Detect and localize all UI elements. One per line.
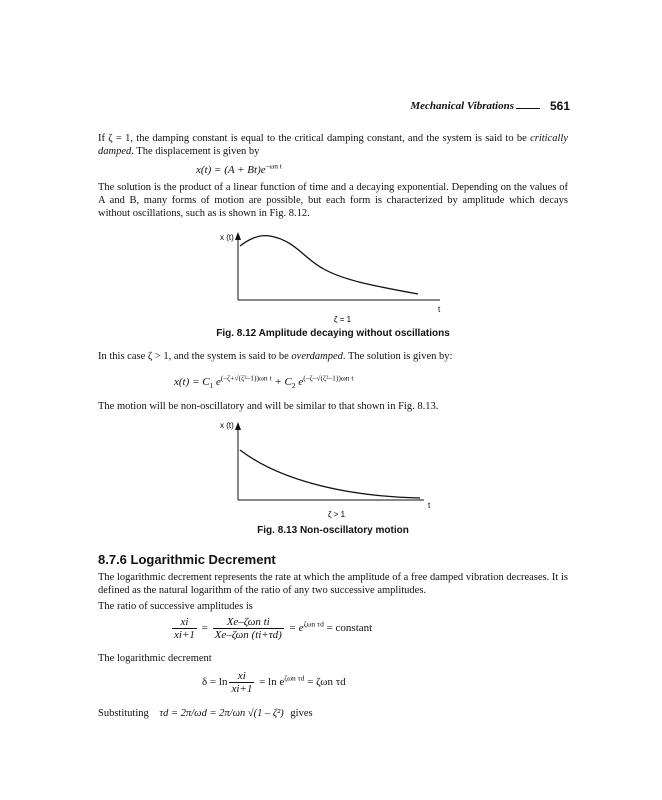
section-heading: 8.7.6 Logarithmic Decrement: [98, 552, 276, 567]
caption-fig-8-12: Fig. 8.12 Amplitude decaying without oscillations: [216, 328, 450, 339]
paragraph-log-decrement-label: The logarithmic decrement: [98, 653, 212, 664]
figure-8-12: [214, 228, 454, 323]
x-axis-label: t: [438, 305, 441, 314]
header-title: Mechanical Vibrations: [410, 100, 514, 112]
amplitude-curve: [240, 236, 418, 294]
caption-fig-8-13: Fig. 8.13 Non-oscillatory motion: [257, 525, 409, 536]
paragraph-critically-damped: If ζ = 1, the damping constant is equal to the critical damping constant, and the system is said to be critically damped. The displacement is given by: [98, 133, 568, 157]
figure-8-13: [214, 418, 454, 520]
y-axis-arrow: [235, 422, 241, 430]
zeta-label: ζ = 1: [334, 315, 352, 323]
equation-log-decrement: δ = ln $\frac{xi}{xi+1}$ = $\ln e^{\zeta\omega n \tau d} = \zeta\omega n$ τd: [202, 670, 346, 695]
paragraph-solution: The solution is the product of a linear function of time and a decaying exponential. Depending on the values of A and B, many forms of motion are possible, but each form is characterized by amplitude which decays without oscillations, such as is shown in Fig. 8.12.: [98, 182, 568, 219]
x-axis-label: t: [428, 501, 431, 510]
zeta-label: ζ > 1: [328, 510, 346, 519]
paragraph-ratio-intro: The ratio of successive amplitudes is: [98, 601, 253, 612]
page-number: 561: [549, 99, 570, 113]
y-axis-arrow: [235, 232, 241, 240]
equation-amplitude-ratio: $\frac{xi}{xi+1}$ = $\frac{\text{Xe–ζωn ti}}{\text{Xe–ζωn (ti+τd)}}$ = $e^{\zeta\omega n \tau d}$ = constant: [174, 616, 373, 641]
paragraph-non-oscillatory: The motion will be non-oscillatory and will be similar to that shown in Fig. 8.13.: [98, 401, 439, 412]
header-rule: [516, 108, 540, 109]
paragraph-substituting: Substituting τd = 2π/ωd = 2π/ωn √(1 – ζ²) gives: [98, 708, 313, 719]
y-axis-label: x (t): [220, 421, 234, 430]
running-header: [360, 100, 570, 116]
y-axis-label: x (t): [220, 233, 234, 242]
equation-overdamped-solution: $x(t) = C_1$ $e^{(-\zeta+√(\zeta^2-1))\omega n t} + C_2$ $e^{(-\zeta-√(\zeta^2-1))\omega n t}$: [174, 373, 354, 391]
decay-curve: [240, 450, 420, 498]
paragraph-overdamped: In this case ζ > 1, and the system is said to be overdamped. The solution is given by:: [98, 351, 453, 362]
paragraph-log-decrement-definition: The logarithmic decrement represents the rate at which the amplitude of a free damped vibration decreases. It is defined as the natural logarithm of the ratio of any two successive amplitudes.: [98, 572, 568, 596]
equation-critical-displacement: $x(t) = (A + Bt)e^{-\omega n t}$: [196, 161, 283, 176]
